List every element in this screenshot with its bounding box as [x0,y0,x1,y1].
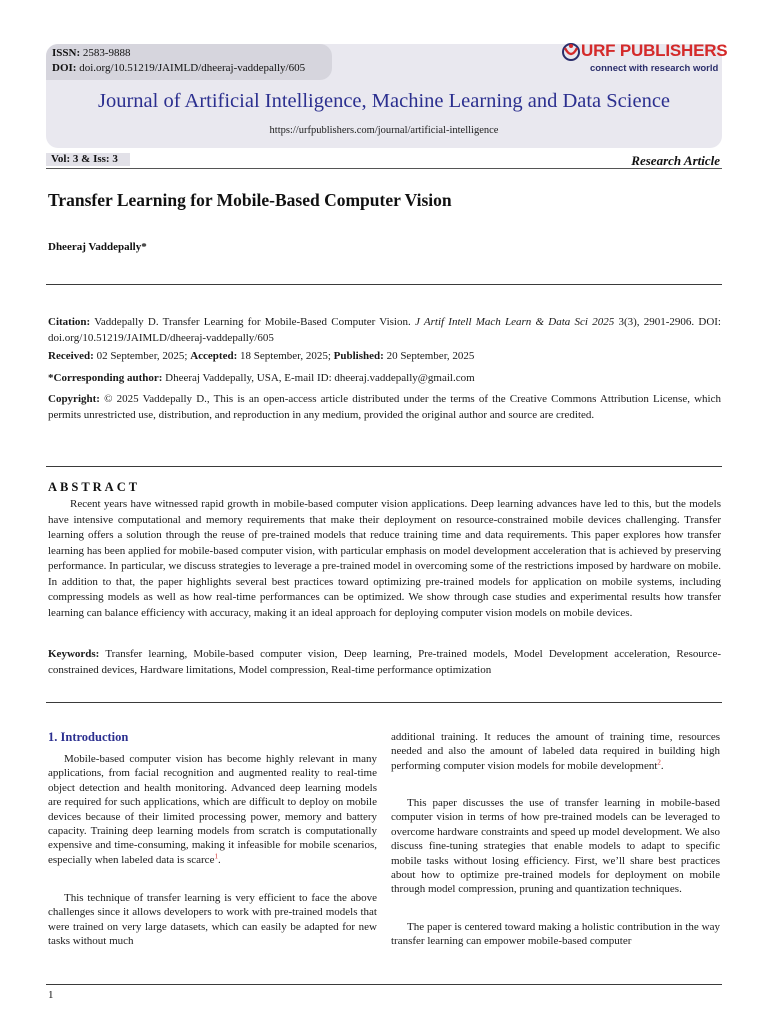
copyright [48,392,721,423]
intro-p1-text: Mobile-based computer vision has become highly relevant in many applications, from facial recognition and augmented reality to real-time object detection and health monitoring. Advanced deep learning models are required for such applications, which are difficult to deploy on mobile devices because of their limited processing power, memory and battery capacity. Training deep learning models from scratch is computationally expensive and time-consuming, making it infeasible for mobile scenarios, especially when labeled data is scarce [48,753,377,866]
article-title: Transfer Learning for Mobile-Based Computer Vision [48,190,452,210]
divider [46,466,722,467]
keywords-label: Keywords: [48,648,100,660]
journal-title: Journal of Artificial Intelligence, Machine Learning and Data Science [97,90,671,112]
divider [46,284,722,285]
received-value: 02 September, 2025; [96,350,188,362]
intro-paragraph-1 [48,752,377,867]
intro-paragraph-2-continued [391,730,720,773]
corresponding-label: *Corresponding author: [48,372,163,384]
issn-line [52,46,131,60]
publisher-name: URF PUBLISHERS [581,41,728,60]
divider [46,702,722,703]
citation-text: Vaddepally D. Transfer Learning for Mobile-Based Computer Vision. [94,316,411,328]
corresponding-value[interactable]: Dheeraj Vaddepally, USA, E-mail ID: dheeraj.vaddepally@gmail.com [165,372,475,384]
abstract-body: Recent years have witnessed rapid growth in mobile-based computer vision applications. Deep learning advances have led to this, but the models have intensive computational and memory requirements that make their deployment on resource-constrained mobile devices challenging. Transfer learning offers a solution through the reuse of pre-trained models that reduce training time and data requirements. This paper explores how transfer learning has been applied for mobile-based computer vision, with particular emphasis on model development acceleration that is achieved by preserving performance. In particular, we discuss strategies to leverage a pre-trained model in overcoming some of the restrictions imposed by hardware on mobile. In addition to that, the paper highlights several best practices toward optimizing pre-trained models for application on mobile systems, including compressing models as well as how real-time performances can be optimized. We show through case studies and experimental results how transfer learning can balance efficiency with accuracy, making it an ideal approach for deploying computer vision models on mobile devices. [48,498,721,619]
issn-label: ISSN: [52,47,81,59]
citation-journal: J Artif Intell Mach Learn & Data Sci 2025 [414,316,615,328]
publisher-logo[interactable] [561,40,726,80]
intro-p1-end: . [217,853,221,866]
published-label: Published: [333,350,384,362]
article-type: Research Article [631,153,720,168]
volume-issue: Vol: 3 & Iss: 3 [51,153,118,165]
intro-p2-cont-text: additional training. It reduces the amount of training time, resources needed and also the amount of labeled data required in building high performing computer vision models for mobile development [391,731,720,772]
section-heading-introduction: 1. Introduction [48,730,129,744]
published-value: 20 September, 2025 [386,350,475,362]
intro-paragraph-2: This technique of transfer learning is very efficient to face the above challenges since it allows developers to work with pre-trained models that were trained on very large datasets, which can easily be adapted for new tasks without much [48,892,377,948]
intro-paragraph-3: This paper discusses the use of transfer learning in mobile-based computer vision in terms of how pre-trained models can be leveraged to overcome hardware constraints and speed up model development. We also discuss fine-tuning strategies that enable models to adapt to specific mobile tasks without losing efficiency. First, we’ll share best practices about how to optimize pre-trained models for deployment on mobile through model compression, pruning and quantization techniques. [391,797,720,896]
publisher-emblem-icon [561,42,581,64]
accepted-value: 18 September, 2025; [240,350,331,362]
citation-label: Citation: [48,316,91,328]
accepted-label: Accepted: [190,350,238,362]
received-label: Received: [48,350,94,362]
author-name: Dheeraj Vaddepally* [48,241,147,253]
header-divider [46,168,722,169]
issn-value: 2583-9888 [82,47,131,59]
doi-link[interactable]: doi.org/10.51219/JAIMLD/dheeraj-vaddepally/605 [79,62,306,74]
footer-divider [46,984,722,985]
page-number: 1 [48,989,54,1001]
keywords-list: Transfer learning, Mobile-based computer vision, Deep learning, Pre-trained models, Model Development acceleration, Resource-constrained devices, Hardware limitations, Model compression, Real-time performance optimization [48,648,721,676]
journal-url-link[interactable]: https://urfpublishers.com/journal/artificial-intelligence [269,125,499,136]
corresponding-author [48,371,721,387]
abstract-heading: ABSTRACT [48,480,141,494]
reference-link-1[interactable]: 1 [214,852,218,861]
copyright-label: Copyright: [48,393,100,405]
intro-p2-cont-end: . [660,759,664,772]
doi-label: DOI: [52,62,77,74]
intro-paragraph-4: The paper is centered toward making a holistic contribution in the way transfer learning can empower mobile-based computer [391,921,720,948]
doi-line [52,61,305,75]
dates-line [48,349,721,365]
copyright-value: © 2025 Vaddepally D., This is an open-access article distributed under the terms of the Creative Commons Attribution License, which permits unrestricted use, distribution, and reproduction in any medium, provided the original author and source are credited. [48,393,721,421]
citation [48,315,721,346]
publisher-tagline: connect with research world [590,63,719,74]
keywords [48,647,721,678]
reference-link-2[interactable]: 2 [657,758,661,767]
citation-tail: 3(3), 2901-2906. DOI: doi.org/10.51219/JAIMLD/dheeraj-vaddepally/605 [48,316,721,344]
